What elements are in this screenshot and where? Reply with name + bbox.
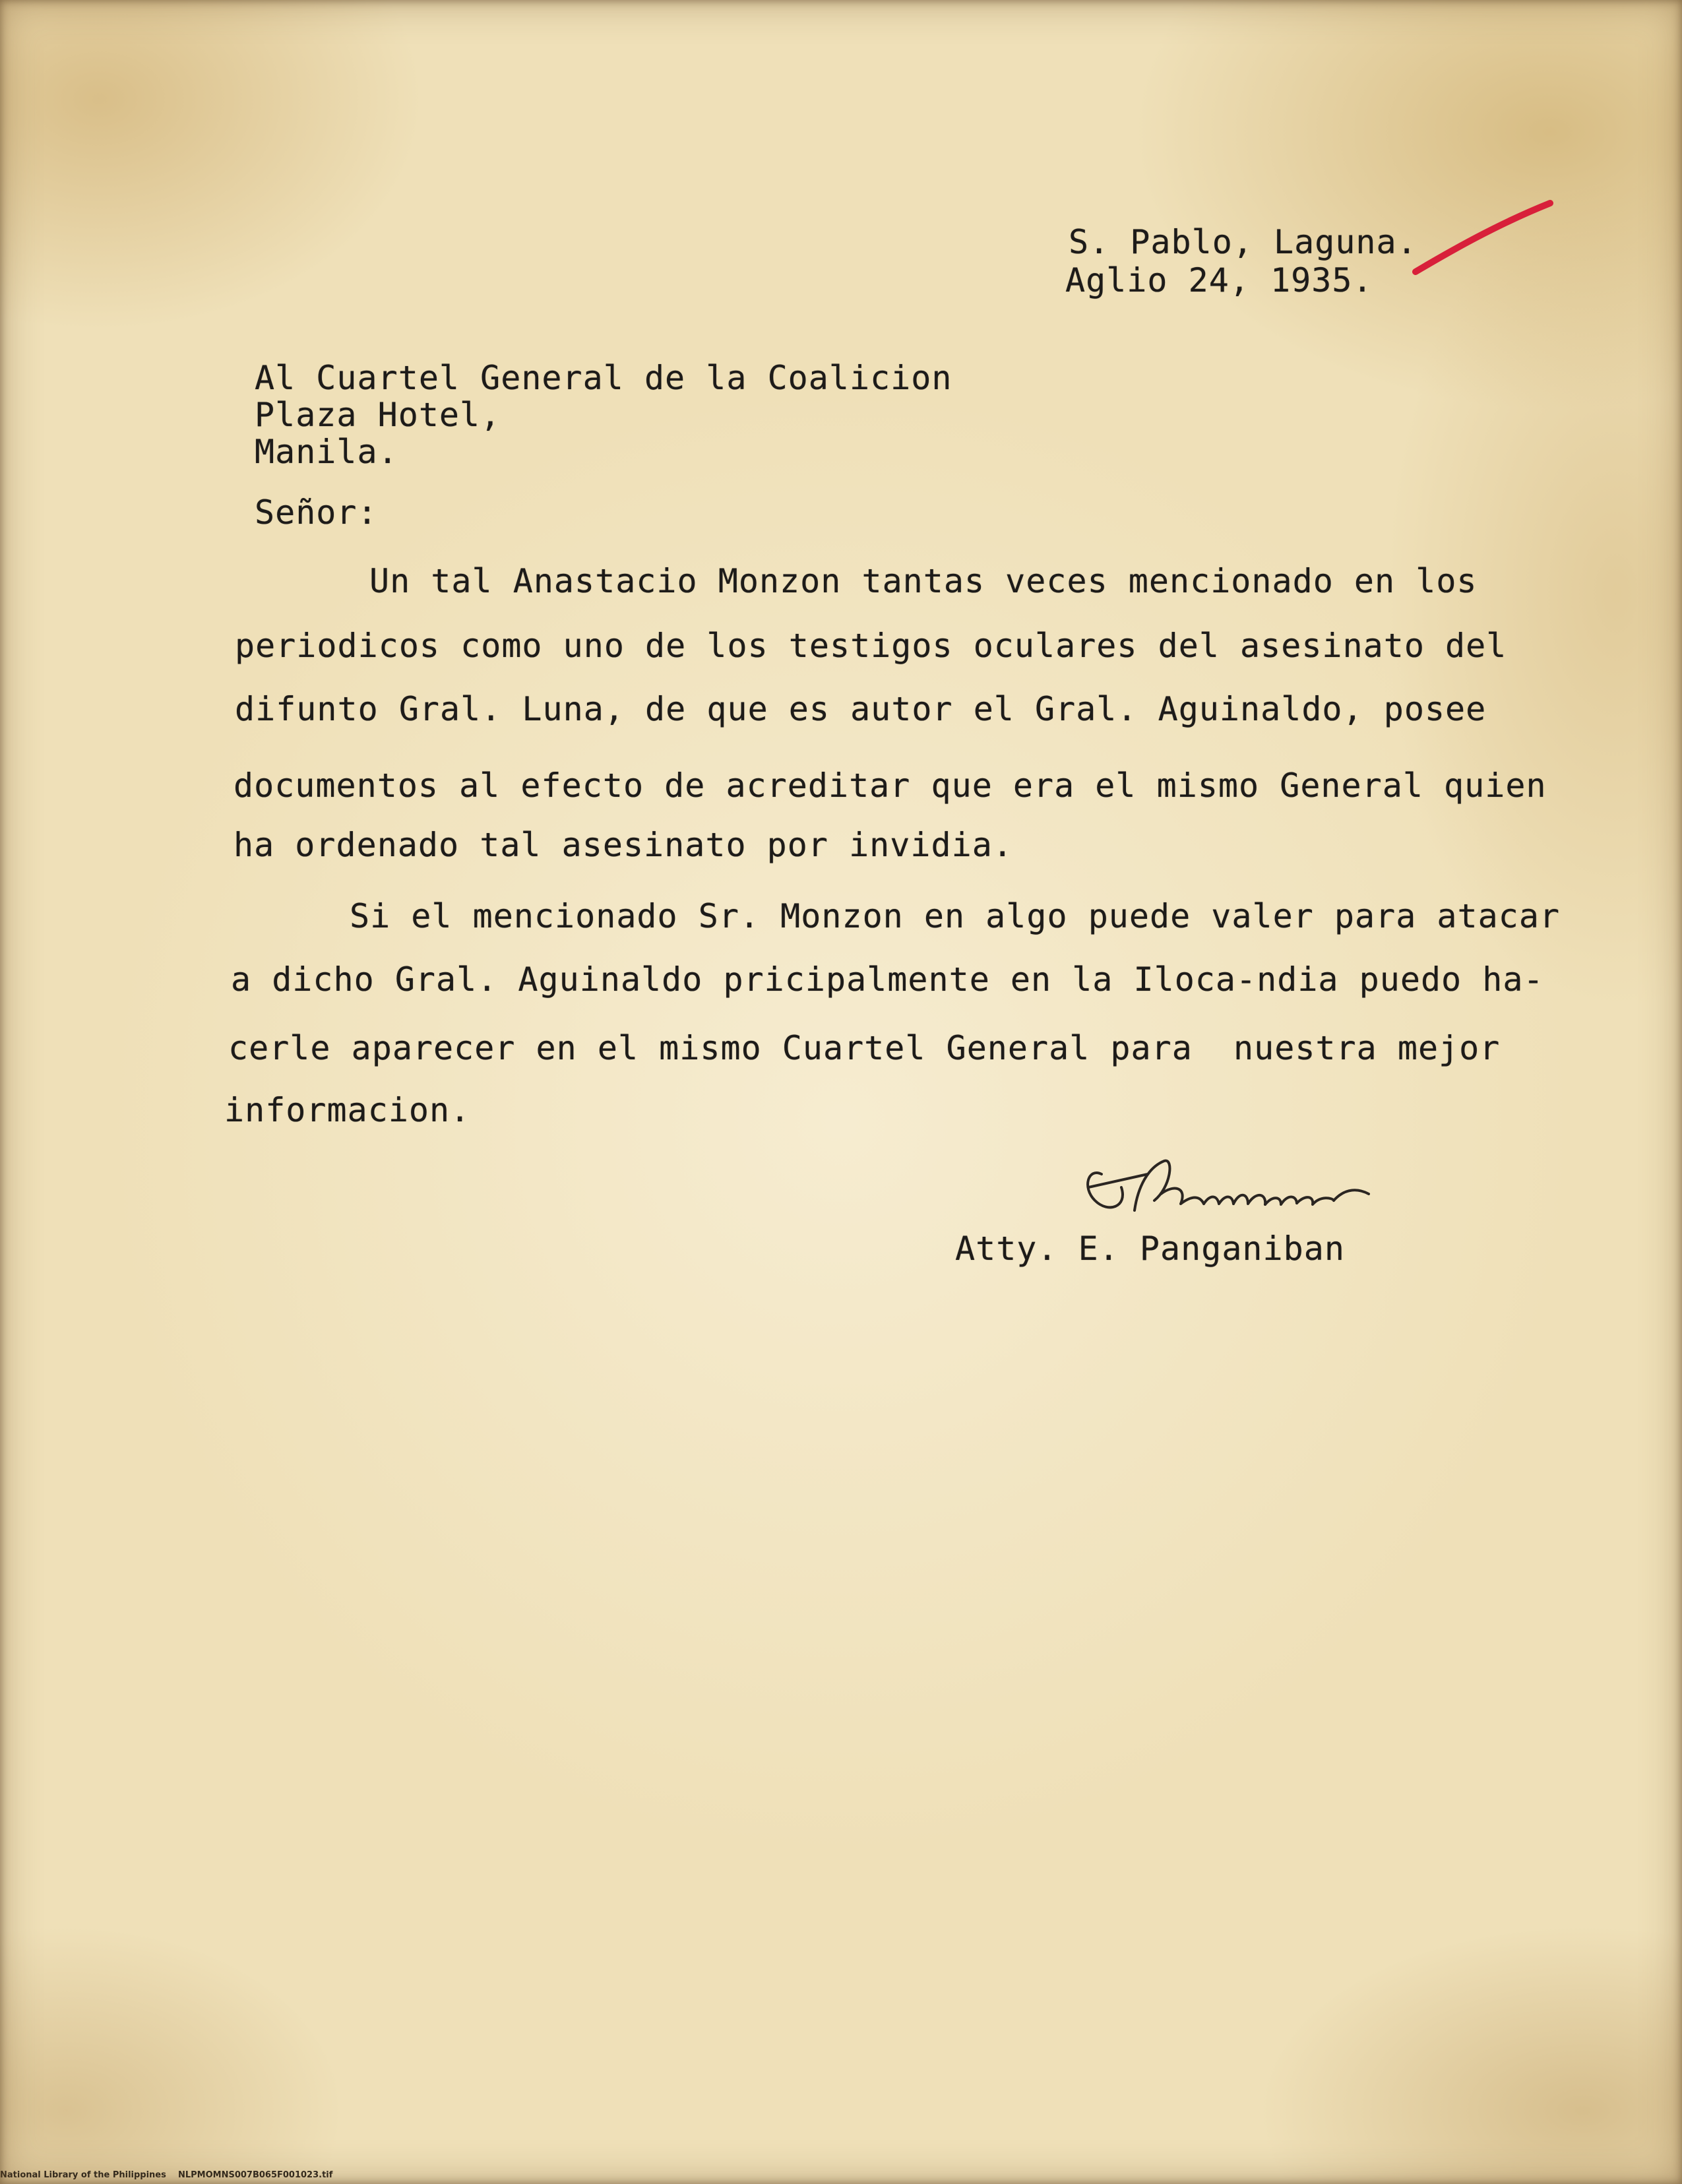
body-line: a dicho Gral. Aguinaldo pricipalmente en la Iloca-ndia puedo ha- [231, 960, 1544, 999]
red-pencil-mark-icon [1412, 198, 1557, 277]
body-line: periodicos como uno de los testigos oculares del asesinato del [235, 627, 1507, 665]
addressee-line-3: Manila. [255, 433, 398, 471]
body-line: ha ordenado tal asesinato por invidia. [234, 826, 1013, 864]
body-line: Un tal Anastacio Monzon tantas veces mencionado en los [369, 562, 1478, 600]
body-line: cerle aparecer en el mismo Cuartel General para nuestra mejor [228, 1029, 1501, 1067]
signer-name: Atty. E. Panganiban [955, 1230, 1345, 1268]
addressee-line-2: Plaza Hotel, [255, 396, 501, 434]
date-line: Aglio 24, 1935. [1065, 261, 1373, 299]
archive-footer-caption: National Library of the Philippines NLPMOMNS007B065F001023.tif [0, 2170, 333, 2180]
body-line: informacion. [224, 1091, 471, 1129]
body-line: documentos al efecto de acreditar que era el mismo General quien [234, 766, 1547, 805]
addressee-line-1: Al Cuartel General de la Coalicion [255, 359, 952, 397]
place-line: S. Pablo, Laguna. [1069, 223, 1417, 261]
salutation: Señor: [255, 493, 378, 532]
handwritten-signature [1075, 1148, 1379, 1240]
body-line: difunto Gral. Luna, de que es autor el Gral. Aguinaldo, posee [235, 690, 1487, 728]
body-line: Si el mencionado Sr. Monzon en algo puede valer para atacar [350, 897, 1561, 935]
